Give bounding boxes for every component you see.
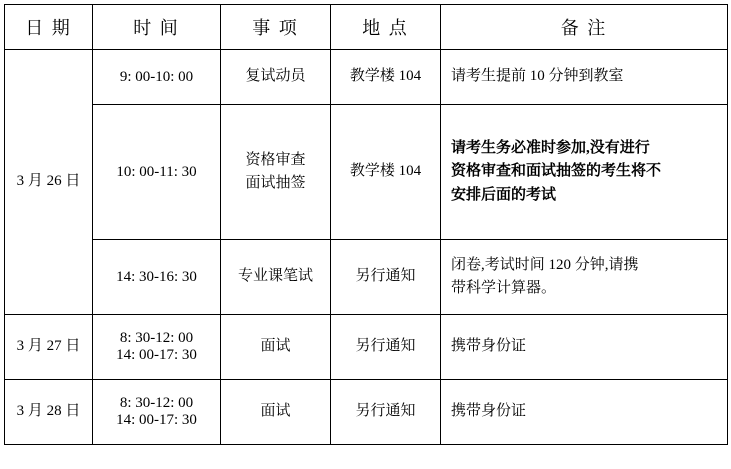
time-text-2 xyxy=(93,269,220,286)
note-line: 闭卷,考试时间 120 分钟,请携 xyxy=(451,256,639,273)
note-cell-0 xyxy=(441,50,728,105)
schedule-table xyxy=(4,4,728,445)
date-cell-4 xyxy=(5,380,93,445)
place-text-0: 教学楼 104 xyxy=(349,68,422,85)
note-text-4: 携带身份证 xyxy=(451,403,527,420)
place-text-4: 另行通知 xyxy=(355,403,416,420)
date-cell-0 xyxy=(5,50,93,315)
date-cell-3 xyxy=(5,315,93,380)
time-text-3 xyxy=(93,330,220,364)
item-text-3: 面试 xyxy=(260,338,291,355)
note-line: 请考生务必准时参加,没有进行 xyxy=(451,140,650,157)
item-text-1 xyxy=(221,141,330,204)
note-cell-4 xyxy=(441,380,728,445)
note-line: 请考生提前 10 分钟到教室 xyxy=(451,68,624,85)
table-header-row xyxy=(5,5,728,50)
place-cell-0 xyxy=(331,50,441,105)
time-line: 14: 00-17: 30 xyxy=(116,347,197,363)
time-cell-3 xyxy=(93,315,221,380)
column-header-note: 备 注 xyxy=(441,5,728,50)
note-text-1 xyxy=(441,129,727,215)
time-cell-4 xyxy=(93,380,221,445)
note-line: 安排后面的考试 xyxy=(451,186,557,203)
place-text-1: 教学楼 104 xyxy=(349,163,422,180)
date-text-4: 3 月 28 日 xyxy=(16,403,81,420)
time-line: 8: 30-12: 00 xyxy=(119,330,194,346)
note-text-3: 携带身份证 xyxy=(451,338,527,355)
time-text-1 xyxy=(93,164,220,181)
date-text-3: 3 月 27 日 xyxy=(16,338,81,355)
item-line: 专业课笔试 xyxy=(237,268,313,285)
time-text-0 xyxy=(93,69,220,86)
item-cell-2 xyxy=(221,240,331,315)
note-text-2 xyxy=(441,246,727,309)
table-row xyxy=(5,105,728,240)
time-line: 9: 00-10: 00 xyxy=(119,68,194,85)
time-line: 10: 00-11: 30 xyxy=(116,163,197,180)
column-header-date: 日 期 xyxy=(5,5,93,50)
table-row xyxy=(5,380,728,445)
place-cell-3 xyxy=(331,315,441,380)
note-cell-1 xyxy=(441,105,728,240)
item-cell-0 xyxy=(221,50,331,105)
table-body xyxy=(5,50,728,445)
note-text-0 xyxy=(441,57,727,96)
column-header-time: 时 间 xyxy=(93,5,221,50)
time-cell-2 xyxy=(93,240,221,315)
time-text-4 xyxy=(93,395,220,429)
table-row xyxy=(5,240,728,315)
table-row xyxy=(5,315,728,380)
item-text-2 xyxy=(221,257,330,296)
place-cell-4 xyxy=(331,380,441,445)
item-cell-4 xyxy=(221,380,331,445)
time-line: 14: 30-16: 30 xyxy=(116,268,197,285)
place-cell-1 xyxy=(331,105,441,240)
column-header-place: 地 点 xyxy=(331,5,441,50)
note-line: 资格审查和面试抽签的考生将不 xyxy=(451,163,662,180)
table-row xyxy=(5,50,728,105)
date-text-0: 3 月 26 日 xyxy=(16,173,81,190)
item-line: 面试抽签 xyxy=(245,175,306,191)
item-text-0 xyxy=(221,57,330,96)
place-text-2: 另行通知 xyxy=(355,268,416,285)
column-header-item: 事 项 xyxy=(221,5,331,50)
time-cell-0 xyxy=(93,50,221,105)
time-cell-1 xyxy=(93,105,221,240)
table-header xyxy=(5,5,728,50)
item-line: 复试动员 xyxy=(245,68,306,85)
item-text-4: 面试 xyxy=(260,403,291,420)
note-cell-2 xyxy=(441,240,728,315)
time-line: 8: 30-12: 00 xyxy=(119,395,194,411)
time-line: 14: 00-17: 30 xyxy=(116,412,197,428)
item-cell-3 xyxy=(221,315,331,380)
note-line: 带科学计算器。 xyxy=(451,280,557,296)
item-cell-1 xyxy=(221,105,331,240)
place-cell-2 xyxy=(331,240,441,315)
note-cell-3 xyxy=(441,315,728,380)
place-text-3: 另行通知 xyxy=(355,338,416,355)
item-line: 资格审查 xyxy=(245,151,306,168)
